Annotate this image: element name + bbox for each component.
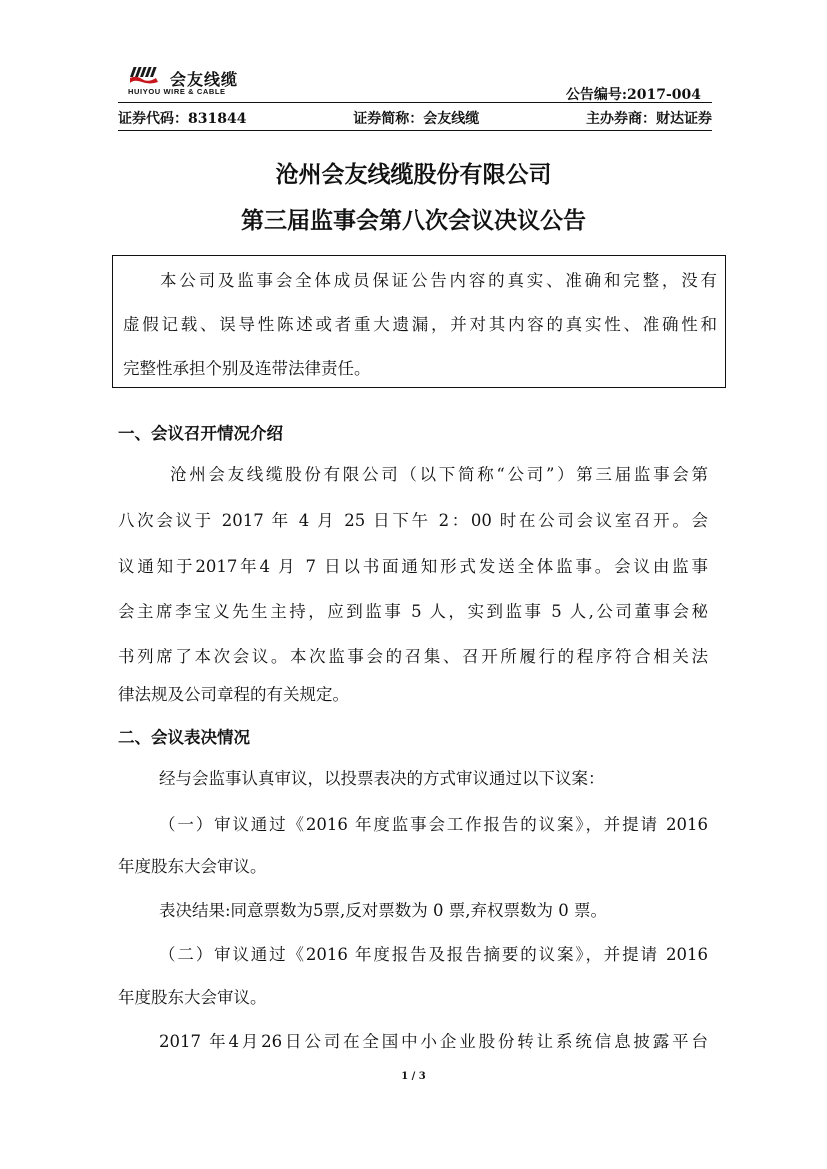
logo-mark-icon bbox=[128, 66, 164, 86]
vote-result: 表决结果:同意票数为5票,反对票数为 0 票,弃权票数为 0 票。 bbox=[159, 901, 608, 920]
statement-line: 完整性承担个别及连带法律责任。 bbox=[123, 359, 371, 378]
logo-english-name: HUIYOU WIRE & CABLE bbox=[128, 87, 226, 96]
motion-2-disclosure: 2017 年4月26日公司在全国中小企业股份转让系统信息披露平台 bbox=[159, 1032, 708, 1051]
paragraph-line: 会主席李宝义先生主持，应到监事 5 人，实到监事 5 人,公司董事会秘 bbox=[118, 602, 708, 621]
security-info-row bbox=[118, 108, 712, 128]
security-code: 证券代码：831844 bbox=[118, 111, 247, 127]
statement-line: 虚假记载、误导性陈述或者重大遗漏，并对其内容的真实性、准确性和 bbox=[123, 315, 717, 334]
announcement-number: 公告编号:2017-004 bbox=[565, 87, 701, 103]
paragraph-line: 书列席了本次会议。本次监事会的召集、召开所履行的程序符合相关法 bbox=[118, 647, 708, 666]
company-logo bbox=[128, 66, 278, 98]
motion-2: （二）审议通过《2016 年度报告及报告摘要的议案》，并提请 2016 bbox=[159, 945, 708, 964]
motion-2-cont: 年度股东大会审议。 bbox=[118, 988, 267, 1007]
paragraph-line: 八次会议于 2017 年 4 月 25 日下午 2：00 时在公司会议室召开。会 bbox=[118, 511, 708, 530]
statement-box bbox=[112, 255, 726, 388]
motion-1-cont: 年度股东大会审议。 bbox=[118, 857, 267, 876]
sponsor-broker: 主办券商：财达证券 bbox=[585, 111, 712, 127]
paragraph-line: 议通知于2017年4 月 7 日以书面通知形式发送全体监事。会议由监事 bbox=[118, 557, 708, 576]
security-abbreviation: 证券简称：会友线缆 bbox=[353, 111, 480, 127]
document-title-company: 沧州会友线缆股份有限公司 bbox=[275, 161, 552, 188]
header-rule-bottom bbox=[118, 130, 712, 131]
logo-chinese-name: 会友线缆 bbox=[170, 70, 239, 89]
paragraph-line: 沧州会友线缆股份有限公司（以下简称“公司”）第三届监事会第 bbox=[170, 465, 708, 484]
document-title-announcement: 第三届监事会第八次会议决议公告 bbox=[241, 207, 586, 234]
section-heading-meeting: 一、会议召开情况介绍 bbox=[118, 424, 283, 443]
voting-intro: 经与会监事认真审议，以投票表决的方式审议通过以下议案： bbox=[159, 769, 605, 788]
header-rule-top bbox=[118, 102, 712, 103]
section-heading-voting: 二、会议表决情况 bbox=[118, 728, 250, 747]
paragraph-line: 律法规及公司章程的有关规定。 bbox=[118, 685, 349, 704]
statement-line: 本公司及监事会全体成员保证公告内容的真实、准确和完整，没有 bbox=[160, 271, 717, 290]
motion-1: （一）审议通过《2016 年度监事会工作报告的议案》，并提请 2016 bbox=[159, 815, 708, 834]
page-number: 1 / 3 bbox=[401, 1071, 426, 1082]
